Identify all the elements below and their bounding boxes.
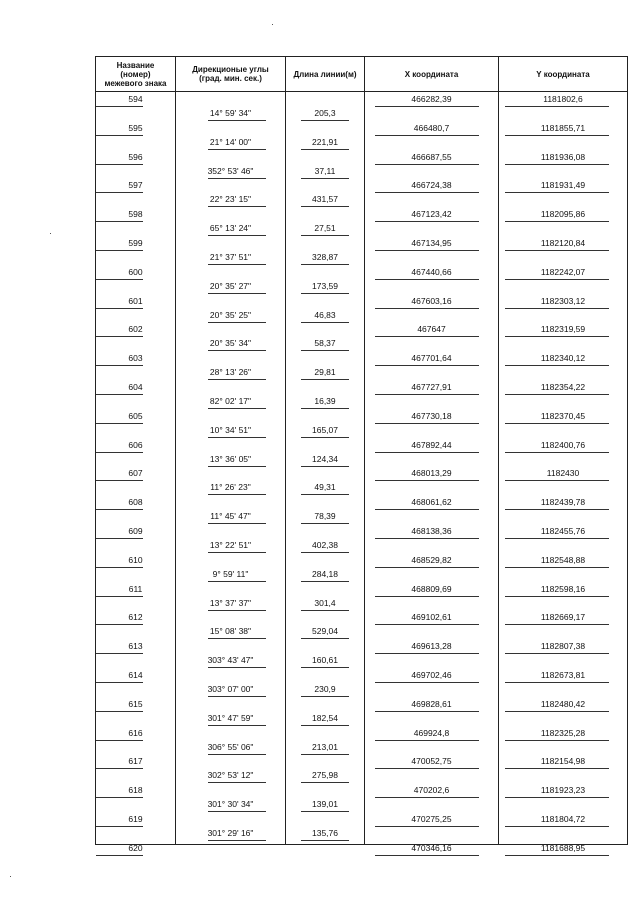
x-coordinate: 467701,64 <box>411 353 452 364</box>
row-underline <box>505 250 609 251</box>
point-name: 599 <box>128 238 143 248</box>
directional-angle: 9° 59' 11" <box>212 568 249 579</box>
x-coordinate: 468809,69 <box>411 583 452 594</box>
row-underline <box>96 538 143 539</box>
y-coordinate: 1182354,22 <box>540 382 586 392</box>
point-name: 620 <box>128 842 143 853</box>
row-underline <box>505 567 609 568</box>
y-coordinate: 1182669,17 <box>540 612 586 623</box>
line-length: 301,4 <box>314 597 336 608</box>
point-name: 612 <box>128 612 143 623</box>
row-underline <box>208 494 266 495</box>
point-name: 594 <box>128 94 143 104</box>
x-coordinate: 467727,91 <box>411 382 452 392</box>
directional-angle: 21° 14' 00" <box>209 136 252 147</box>
directional-angle: 14° 59' 34" <box>209 108 252 118</box>
row-underline <box>375 596 479 597</box>
row-underline <box>96 394 143 395</box>
row-underline <box>505 480 609 481</box>
row-underline <box>208 206 266 207</box>
point-name: 603 <box>128 353 143 364</box>
point-name: 619 <box>128 814 143 824</box>
row-underline <box>96 509 143 510</box>
row-underline <box>301 293 349 294</box>
y-coordinate: 1182807,38 <box>540 641 586 652</box>
row-underline <box>96 768 143 769</box>
line-length: 221,91 <box>312 136 338 147</box>
point-name: 601 <box>128 295 143 306</box>
directional-angle: 306° 55' 06" <box>207 741 254 752</box>
row-underline <box>375 740 479 741</box>
row-underline <box>505 106 609 107</box>
point-name: 611 <box>128 583 143 594</box>
x-coordinate: 467440,66 <box>411 266 452 277</box>
x-coordinate: 469102,61 <box>411 612 452 623</box>
row-underline <box>96 624 143 625</box>
y-coordinate: 1182480,42 <box>540 698 586 709</box>
header-y-coordinate: Y координата <box>536 69 590 79</box>
point-name: 597 <box>128 180 143 191</box>
row-underline <box>208 754 266 755</box>
x-coordinate: 470275,25 <box>411 814 452 824</box>
row-underline <box>301 638 349 639</box>
row-underline <box>96 135 143 136</box>
y-coordinate: 1182340,12 <box>540 353 586 364</box>
row-underline <box>505 509 609 510</box>
y-coordinate: 1182673,81 <box>540 670 586 680</box>
point-name: 604 <box>128 382 143 392</box>
point-name: 608 <box>128 497 143 508</box>
row-underline <box>208 667 266 668</box>
point-name: 605 <box>128 410 143 421</box>
y-coordinate: 1182598,16 <box>540 583 586 594</box>
row-underline <box>375 768 479 769</box>
point-name: 615 <box>128 698 143 709</box>
point-name: 600 <box>128 266 143 277</box>
row-underline <box>505 164 609 165</box>
row-underline <box>96 106 143 107</box>
row-underline <box>301 581 349 582</box>
x-coordinate: 466687,55 <box>411 151 452 162</box>
y-coordinate: 1182303,12 <box>540 295 586 306</box>
row-underline <box>505 624 609 625</box>
line-length: 182,54 <box>312 712 338 723</box>
y-coordinate: 1181855,71 <box>540 122 586 133</box>
point-name: 618 <box>128 785 143 796</box>
row-underline <box>301 754 349 755</box>
line-length: 46,83 <box>314 309 336 320</box>
row-underline <box>301 610 349 611</box>
row-underline <box>505 653 609 654</box>
header-point-name: Название (номер) межевого знака <box>104 60 167 88</box>
row-underline <box>505 135 609 136</box>
x-coordinate: 466724,38 <box>411 180 452 191</box>
row-underline <box>375 250 479 251</box>
row-underline <box>375 797 479 798</box>
row-underline <box>208 523 266 524</box>
point-name: 607 <box>128 468 143 479</box>
point-name: 602 <box>128 324 143 335</box>
line-length: 284,18 <box>312 568 338 579</box>
row-underline <box>208 581 266 582</box>
x-coordinate: 468013,29 <box>411 468 452 479</box>
directional-angle: 20° 35' 27" <box>209 280 252 291</box>
y-coordinate: 1181923,23 <box>540 785 586 796</box>
row-underline <box>375 567 479 568</box>
row-underline <box>96 423 143 424</box>
row-underline <box>505 797 609 798</box>
row-underline <box>375 480 479 481</box>
y-coordinate: 1182154,98 <box>540 756 586 767</box>
line-length: 27,51 <box>314 223 336 234</box>
directional-angle: 11° 45' 47" <box>210 511 251 522</box>
row-underline <box>208 552 266 553</box>
point-name: 609 <box>128 526 143 536</box>
header-line-length: Длина линии(м) <box>293 69 357 79</box>
row-underline <box>301 178 349 179</box>
y-coordinate: 1181936,08 <box>540 151 586 162</box>
row-underline <box>208 408 266 409</box>
directional-angle: 21° 37' 51" <box>209 252 252 262</box>
x-coordinate: 467892,44 <box>411 439 452 450</box>
row-underline <box>208 696 266 697</box>
line-length: 160,61 <box>312 655 338 666</box>
row-underline <box>301 523 349 524</box>
row-underline <box>505 855 609 856</box>
row-underline <box>208 178 266 179</box>
x-coordinate: 470052,75 <box>411 756 452 767</box>
x-coordinate: 469924,8 <box>413 727 450 738</box>
row-underline <box>505 711 609 712</box>
row-underline <box>208 149 266 150</box>
row-underline <box>301 408 349 409</box>
row-underline <box>208 782 266 783</box>
row-underline <box>208 638 266 639</box>
y-coordinate: 1181931,49 <box>540 180 586 191</box>
point-name: 614 <box>128 670 143 680</box>
row-underline <box>505 768 609 769</box>
row-underline <box>301 552 349 553</box>
y-coordinate: 1182319,59 <box>540 324 586 335</box>
row-underline <box>96 279 143 280</box>
row-underline <box>301 466 349 467</box>
row-underline <box>96 164 143 165</box>
row-underline <box>375 164 479 165</box>
row-underline <box>375 826 479 827</box>
line-length: 275,98 <box>312 770 338 781</box>
row-underline <box>505 394 609 395</box>
row-underline <box>96 740 143 741</box>
row-underline <box>375 279 479 280</box>
y-coordinate: 1181804,72 <box>540 814 586 824</box>
row-underline <box>505 336 609 337</box>
y-coordinate: 1182400,76 <box>540 439 586 450</box>
x-coordinate: 467647 <box>417 324 446 335</box>
directional-angle: 13° 37' 37" <box>209 597 252 608</box>
x-coordinate: 470346,16 <box>411 842 452 853</box>
row-underline <box>505 596 609 597</box>
directional-angle: 11° 26' 23" <box>210 482 251 493</box>
y-coordinate: 1182430 <box>546 468 580 479</box>
x-coordinate: 467603,16 <box>411 295 452 306</box>
row-underline <box>505 221 609 222</box>
directional-angle: 82° 02' 17" <box>209 396 252 406</box>
x-coordinate: 468138,36 <box>411 526 452 536</box>
row-underline <box>301 494 349 495</box>
row-underline <box>208 120 266 121</box>
row-underline <box>96 308 143 309</box>
row-underline <box>208 466 266 467</box>
row-underline <box>96 250 143 251</box>
line-length: 135,76 <box>312 828 338 838</box>
row-underline <box>96 221 143 222</box>
row-underline <box>505 682 609 683</box>
x-coordinate: 467123,42 <box>411 209 452 220</box>
row-underline <box>375 682 479 683</box>
x-coordinate: 469828,61 <box>411 698 452 709</box>
directional-angle: 10° 34' 51" <box>209 424 252 435</box>
row-underline <box>208 350 266 351</box>
row-underline <box>505 192 609 193</box>
row-underline <box>505 740 609 741</box>
x-coordinate: 469613,28 <box>411 641 452 652</box>
line-length: 58,37 <box>314 338 336 349</box>
row-underline <box>301 120 349 121</box>
row-underline <box>301 206 349 207</box>
row-underline <box>375 653 479 654</box>
y-coordinate: 1182439,78 <box>540 497 586 508</box>
row-underline <box>301 322 349 323</box>
row-underline <box>375 365 479 366</box>
header-directional-angle: Дирекционые углы (град. мин. сек.) <box>192 65 269 83</box>
point-name: 610 <box>128 554 143 565</box>
directional-angle: 301° 47' 59" <box>207 712 254 723</box>
line-length: 16,39 <box>314 396 336 406</box>
row-underline <box>505 538 609 539</box>
point-name: 613 <box>128 641 143 652</box>
directional-angle: 303° 43' 47" <box>207 655 254 666</box>
y-coordinate: 1182120,84 <box>540 238 586 248</box>
line-length: 205,3 <box>314 108 336 118</box>
line-length: 49,31 <box>314 482 336 493</box>
line-length: 328,87 <box>312 252 338 262</box>
row-underline <box>208 293 266 294</box>
directional-angle: 28° 13' 26" <box>209 367 252 378</box>
directional-angle: 20° 35' 25" <box>209 309 252 320</box>
row-underline <box>375 394 479 395</box>
row-underline <box>208 322 266 323</box>
row-underline <box>208 840 266 841</box>
x-coordinate: 466282,39 <box>411 94 452 104</box>
row-underline <box>375 624 479 625</box>
scan-speck <box>272 24 273 25</box>
row-underline <box>96 452 143 453</box>
y-coordinate: 1182242,07 <box>540 266 586 277</box>
row-underline <box>505 279 609 280</box>
row-underline <box>96 365 143 366</box>
directional-angle: 13° 22' 51" <box>209 540 252 550</box>
row-underline <box>96 826 143 827</box>
point-name: 598 <box>128 209 143 220</box>
y-coordinate: 1181802,6 <box>543 94 583 104</box>
line-length: 230,9 <box>314 684 336 694</box>
line-length: 29,81 <box>314 367 336 378</box>
row-underline <box>96 682 143 683</box>
row-underline <box>96 711 143 712</box>
row-underline <box>208 437 266 438</box>
line-length: 529,04 <box>312 626 338 637</box>
point-name: 616 <box>128 727 143 738</box>
line-length: 402,38 <box>312 540 338 550</box>
point-name: 596 <box>128 151 143 162</box>
row-underline <box>96 596 143 597</box>
row-underline <box>96 480 143 481</box>
row-underline <box>375 336 479 337</box>
row-underline <box>505 308 609 309</box>
row-underline <box>505 365 609 366</box>
y-coordinate: 1182095,86 <box>540 209 586 220</box>
row-underline <box>96 797 143 798</box>
row-underline <box>208 811 266 812</box>
row-underline <box>375 538 479 539</box>
scan-speck <box>50 233 51 234</box>
row-underline <box>301 235 349 236</box>
x-coordinate: 470202,6 <box>413 785 450 796</box>
row-underline <box>505 423 609 424</box>
row-underline <box>301 811 349 812</box>
header-divider <box>96 91 627 92</box>
line-length: 431,57 <box>312 194 338 205</box>
row-underline <box>375 106 479 107</box>
directional-angle: 301° 30' 34" <box>207 799 254 810</box>
row-underline <box>301 725 349 726</box>
row-underline <box>301 696 349 697</box>
directional-angle: 301° 29' 16" <box>207 828 254 838</box>
row-underline <box>301 379 349 380</box>
row-underline <box>96 336 143 337</box>
x-coordinate: 469702,46 <box>411 670 452 680</box>
boundary-coordinates-table <box>95 56 628 853</box>
line-length: 213,01 <box>312 741 338 752</box>
y-coordinate: 1181688,95 <box>540 842 586 853</box>
row-underline <box>208 264 266 265</box>
y-coordinate: 1182370,45 <box>540 410 586 421</box>
row-underline <box>375 711 479 712</box>
y-coordinate: 1182548,88 <box>540 554 586 565</box>
row-underline <box>96 192 143 193</box>
header-x-coordinate: X координата <box>404 69 459 79</box>
row-underline <box>96 567 143 568</box>
point-name: 606 <box>128 439 143 450</box>
x-coordinate: 468529,82 <box>411 554 452 565</box>
line-length: 37,11 <box>314 165 336 176</box>
row-underline <box>375 452 479 453</box>
directional-angle: 303° 07' 00" <box>207 684 254 694</box>
row-underline <box>301 149 349 150</box>
x-coordinate: 468061,62 <box>411 497 452 508</box>
y-coordinate: 1182325,28 <box>540 727 586 738</box>
row-underline <box>96 653 143 654</box>
line-length: 124,34 <box>312 453 338 464</box>
point-name: 595 <box>128 122 143 133</box>
x-coordinate: 467730,18 <box>411 410 452 421</box>
directional-angle: 22° 23' 15" <box>209 194 252 205</box>
row-underline <box>301 840 349 841</box>
directional-angle: 65° 13' 24" <box>209 223 252 234</box>
row-underline <box>301 264 349 265</box>
x-coordinate: 466480,7 <box>413 122 450 133</box>
line-length: 139,01 <box>312 799 338 810</box>
directional-angle: 15° 08' 38" <box>209 626 252 637</box>
row-underline <box>375 423 479 424</box>
row-underline <box>375 509 479 510</box>
row-underline <box>208 610 266 611</box>
row-underline <box>301 437 349 438</box>
x-coordinate: 467134,95 <box>411 238 452 248</box>
row-underline <box>505 826 609 827</box>
row-underline <box>301 782 349 783</box>
row-underline <box>208 379 266 380</box>
row-underline <box>375 135 479 136</box>
row-underline <box>208 725 266 726</box>
row-underline <box>96 855 143 856</box>
row-underline <box>301 350 349 351</box>
directional-angle: 20° 35' 34" <box>209 338 252 349</box>
line-length: 78,39 <box>314 511 336 522</box>
row-underline <box>375 855 479 856</box>
y-coordinate: 1182455,76 <box>540 526 586 536</box>
row-underline <box>375 308 479 309</box>
row-underline <box>505 452 609 453</box>
row-underline <box>375 221 479 222</box>
row-underline <box>301 667 349 668</box>
scan-speck <box>10 876 11 877</box>
directional-angle: 352° 53' 46" <box>207 165 254 176</box>
point-name: 617 <box>128 756 143 767</box>
row-underline <box>208 235 266 236</box>
line-length: 165,07 <box>312 424 338 435</box>
directional-angle: 302° 53' 12" <box>207 770 254 781</box>
row-underline <box>375 192 479 193</box>
directional-angle: 13° 36' 05" <box>209 453 252 464</box>
line-length: 173,59 <box>312 280 338 291</box>
